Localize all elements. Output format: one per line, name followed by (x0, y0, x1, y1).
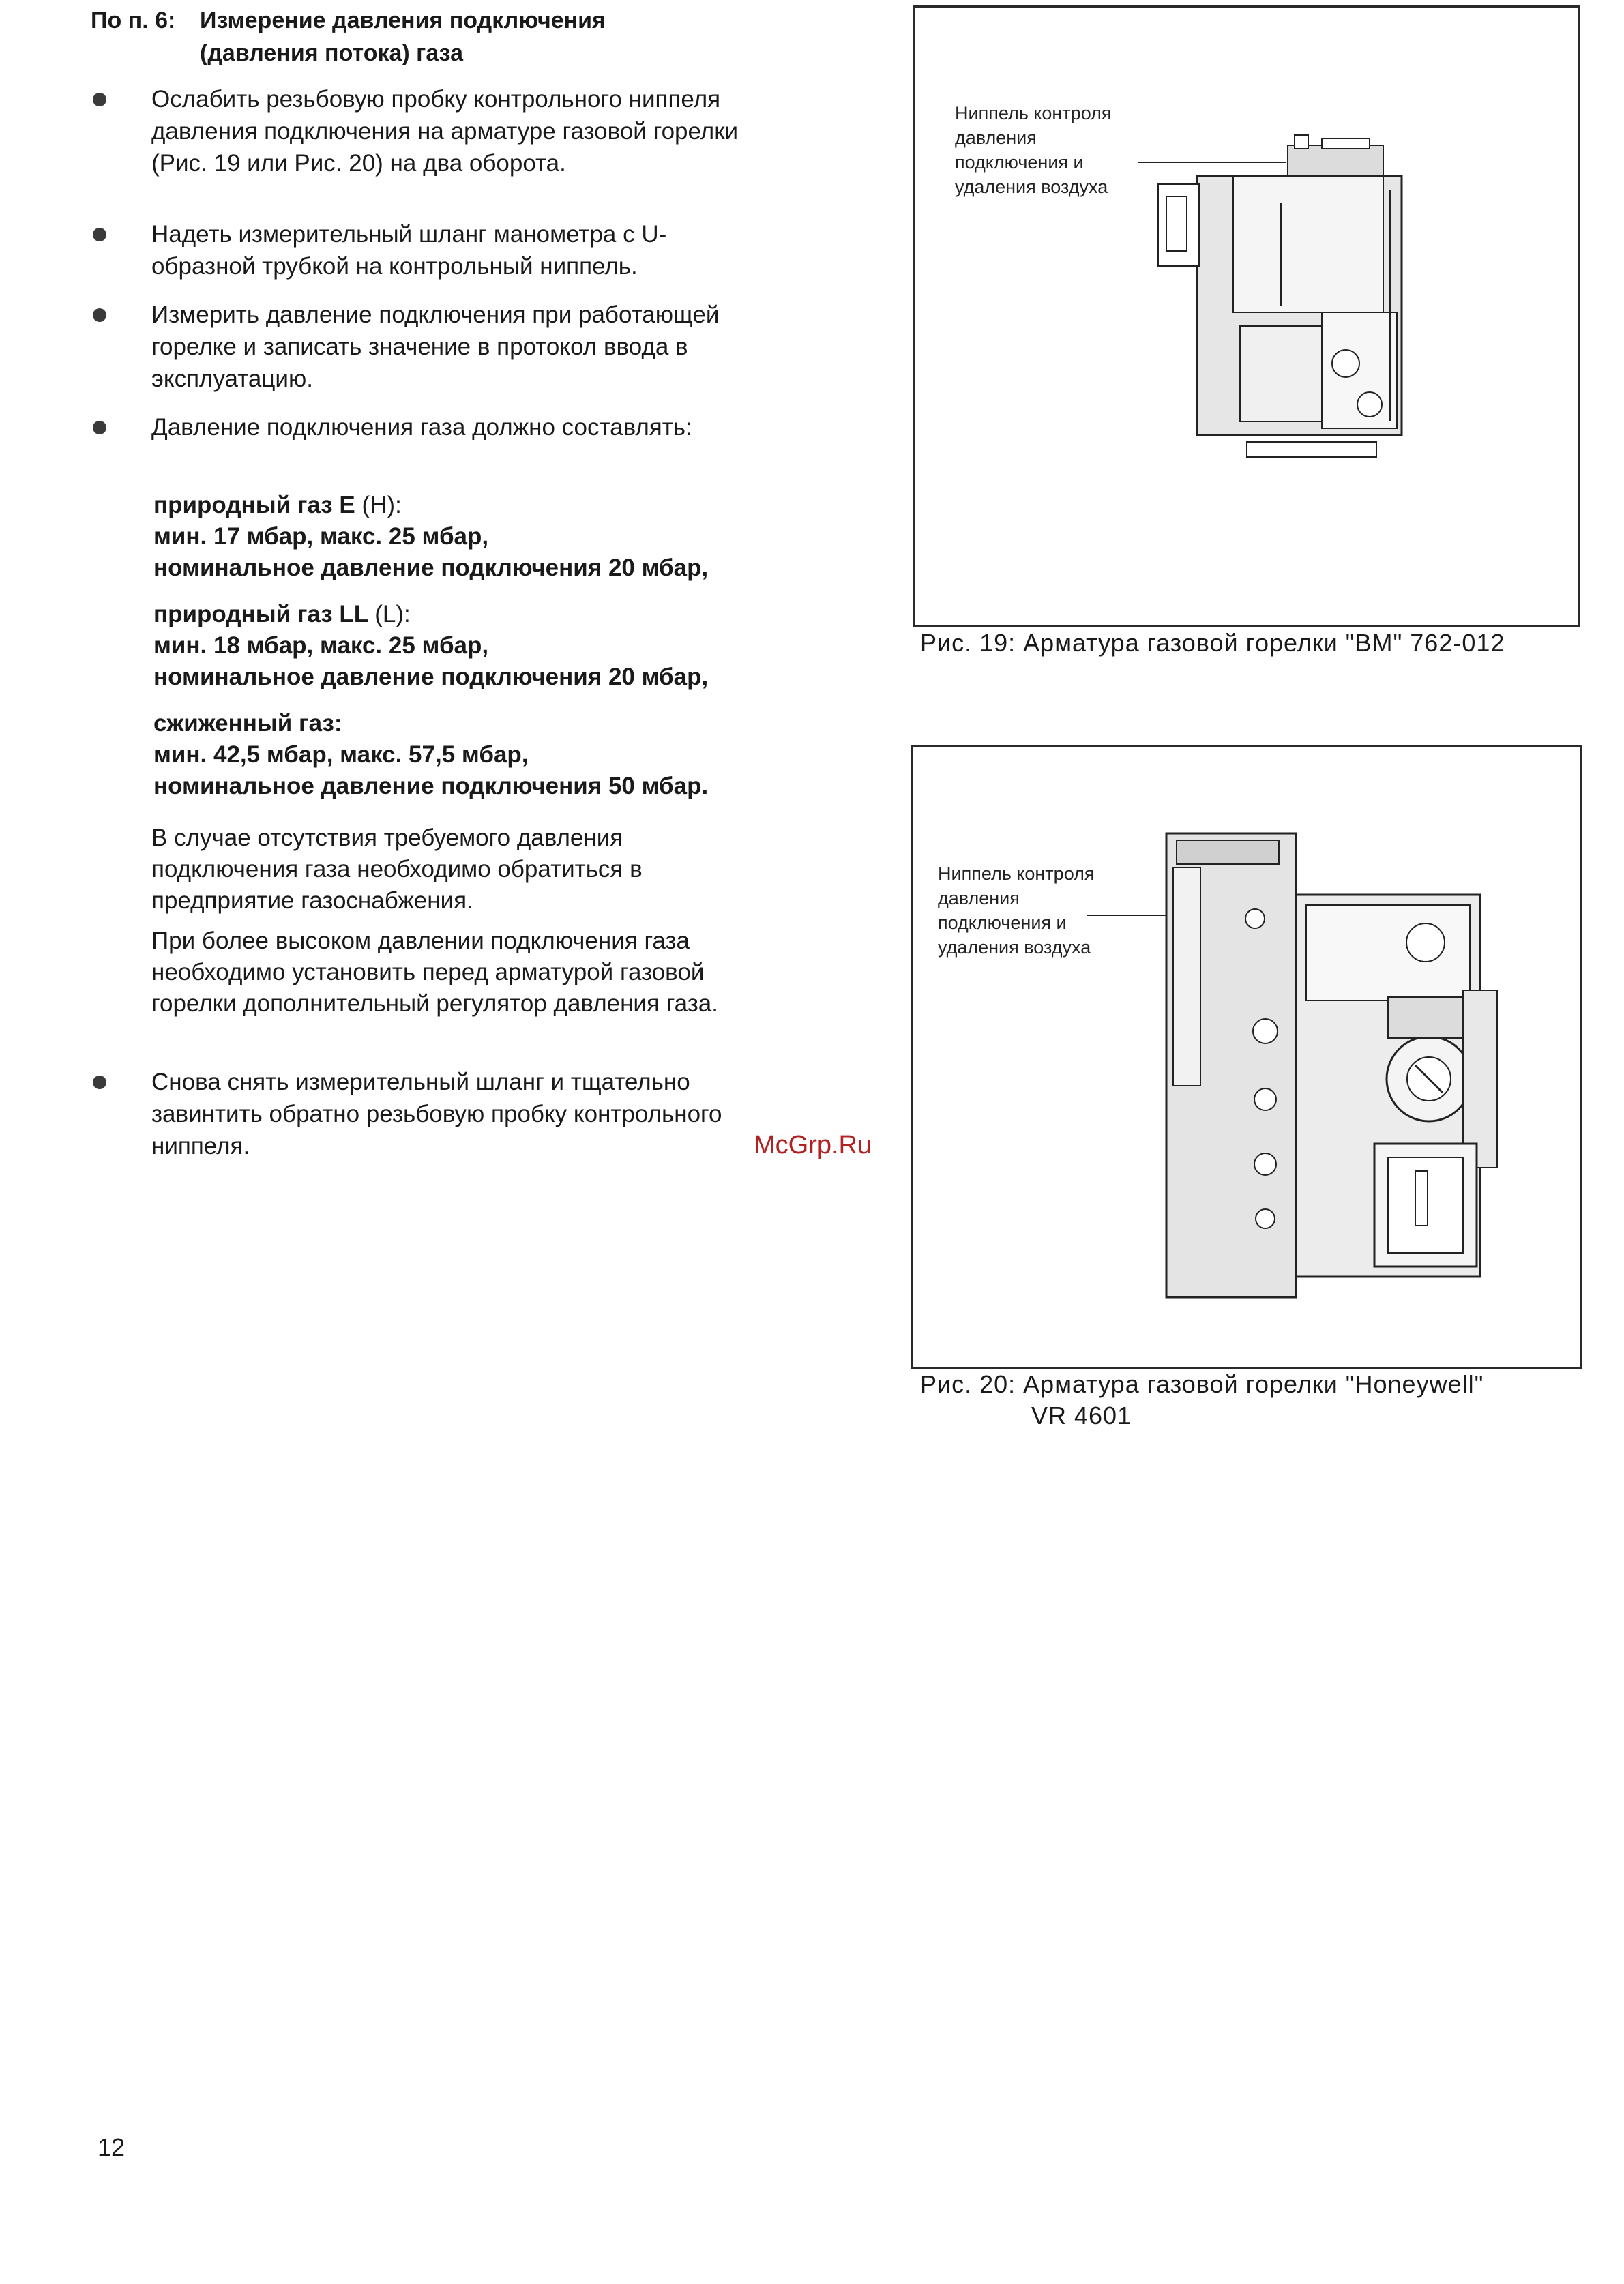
figure-19-caption: Рис. 19: Арматура газовой горелки "BM" 762-012 (920, 629, 1505, 657)
heading-line1: Измерение давления подключения (200, 8, 606, 33)
bullet-item-2: Надеть измерительный шланг манометра с U-образной трубкой на контрольный ниппель. (151, 218, 765, 282)
figure-20-caption-model: VR 4601 (1031, 1401, 1132, 1429)
figure-19-callout: Ниппель контроля давления подключения и удаления воздуха (955, 103, 1112, 197)
heading-prefix: По п. 6: (91, 8, 176, 33)
paragraph-no-pressure: В случае отсутствия требуемого давления подключения газа необходимо обратиться в предприятие газоснабжения. (151, 825, 643, 914)
bullet-dot-icon (93, 1076, 106, 1089)
bullet-dot-icon (93, 421, 106, 434)
paragraph-high-pressure: При более высоком давлении подключения газа необходимо установить перед арматурой газовой горелки дополнительный регулятор давления газа. (151, 928, 718, 1017)
gas-valve-honeywell-illustration (911, 745, 1578, 1365)
figure-20-callout: Ниппель контроля давления подключения и удаления воздуха (938, 863, 1095, 958)
heading-line2: (давления потока) газа (200, 40, 464, 66)
bullet-item-4: Давление подключения газа должно составлять: (151, 411, 765, 443)
bullet-dot-icon (93, 228, 106, 241)
section-heading (91, 4, 606, 70)
page-number: 12 (98, 2133, 126, 2161)
watermark: McGrp.Ru (754, 1131, 872, 1159)
figure-20-caption: Рис. 20: Арматура газовой горелки "Honeywell" (920, 1370, 1484, 1398)
gas-liquefied: сжиженный газ: мин. 42,5 мбар, макс. 57,5 мбар, номинальное давление подключения 50 мбар. (153, 710, 709, 799)
bullet-dot-icon (93, 93, 106, 106)
gas-valve-bm-illustration (913, 5, 1576, 623)
bullet-dot-icon (93, 308, 106, 322)
gas-natural-e: природный газ E (H): мин. 17 мбар, макс. 25 мбар, номинальное давление подключения 20 мбар, (153, 492, 709, 581)
bullet-item-3: Измерить давление подключения при работающей горелке и записать значение в протокол ввода в эксплуатацию. (151, 299, 765, 395)
gas-natural-ll: природный газ LL (L): мин. 18 мбар, макс. 25 мбар, номинальное давление подключения 20 мбар, (153, 601, 709, 690)
bullet-item-1: Ослабить резьбовую пробку контрольного ниппеля давления подключения на арматуре газовой горелки (Рис. 19 или Рис. 20) на два оборота. (151, 83, 765, 179)
bullet-item-5: Снова снять измерительный шланг и тщательно завинтить обратно резьбовую пробку контрольного ниппеля. (151, 1066, 765, 1162)
